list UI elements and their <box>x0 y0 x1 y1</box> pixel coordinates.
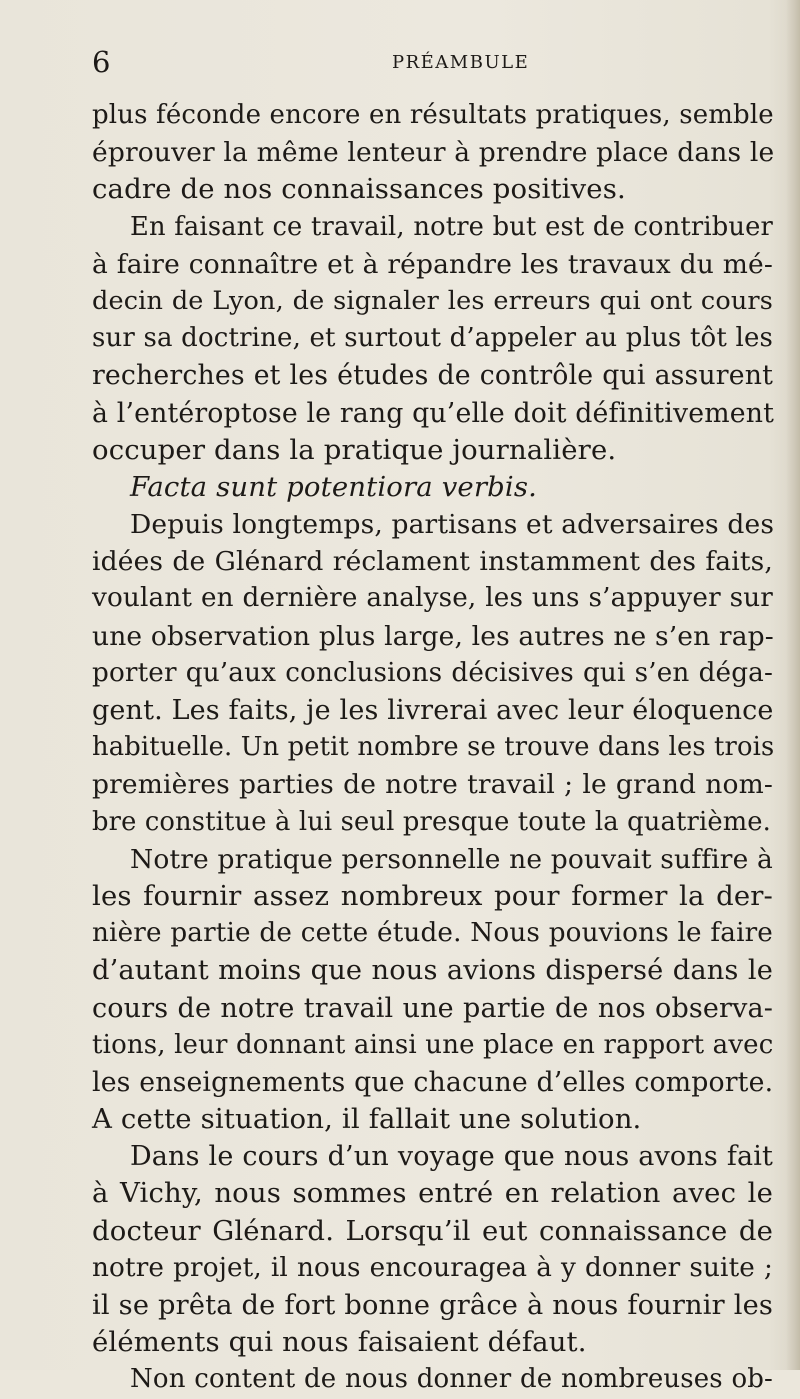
text-line: occuper dans la pratique journalière. <box>92 433 617 466</box>
text-line: Notre pratique personnelle ne pouvait suffire à <box>130 843 773 875</box>
text-line: Depuis longtemps, partisans et adversaires des <box>130 509 775 541</box>
text-line: docteur Glénard. Lorsqu’il eut connaissance de <box>92 1214 773 1247</box>
text-line: nière partie de cette étude. Nous pouvions le faire <box>92 918 773 949</box>
text-line: cadre de nos connaissances positives. <box>92 173 626 206</box>
text-line: les enseignements que chacune d’elles comporte. <box>92 1066 774 1098</box>
text-line: habituelle. Un petit nombre se trouve dans les trois <box>92 732 775 763</box>
text-line: voulant en dernière analyse, les uns s’appuyer sur <box>92 583 773 614</box>
body-text <box>92 97 773 1399</box>
text-line: les fournir assez nombreux pour former la der- <box>92 879 773 912</box>
text-line: une observation plus large, les autres ne s’en rap- <box>92 620 774 652</box>
text-line: recherches et les études de contrôle qui assurent <box>92 360 773 392</box>
text-line: d’autant moins que nous avions dispersé dans le <box>92 955 773 987</box>
text-line: à l’entéroptose le rang qu’elle doit définitivement <box>92 397 774 429</box>
text-line: à faire connaître et à répandre les travaux du mé- <box>92 248 773 280</box>
text-line: cours de notre travail une partie de nos observa- <box>92 992 773 1024</box>
text-line: il se prêta de fort bonne grâce à nous fournir les <box>92 1290 773 1321</box>
text-line: éprouver la même lenteur à prendre place dans le <box>92 137 775 169</box>
page-header <box>92 44 772 80</box>
text-line: decin de Lyon, de signaler les erreurs qui ont cours <box>92 285 773 316</box>
text-line: gent. Les faits, je les livrerai avec leur éloquence <box>92 695 774 726</box>
text-line: notre projet, il nous encouragea à y donner suite ; <box>92 1252 773 1283</box>
text-line: plus féconde encore en résultats pratiques, semble <box>92 100 774 130</box>
page-edge-shadow <box>786 0 800 1370</box>
running-head: PRÉAMBULE <box>392 52 530 73</box>
text-line: à Vichy, nous sommes entré en relation avec le <box>92 1177 773 1210</box>
text-line: Non content de nous donner de nombreuses ob- <box>130 1364 773 1395</box>
text-line: Dans le cours d’un voyage que nous avons fait <box>130 1141 773 1173</box>
text-line: idées de Glénard réclament instamment des faits, <box>92 546 773 578</box>
text-line: éléments qui nous faisaient défaut. <box>92 1326 587 1359</box>
page-number: 6 <box>92 45 111 79</box>
text-line: En faisant ce travail, notre but est de contribuer <box>130 211 773 242</box>
text-line: sur sa doctrine, et surtout d’appeler au plus tôt les <box>92 323 773 354</box>
text-line: porter qu’aux conclusions décisives qui s’en déga- <box>92 657 773 688</box>
text-line: premières parties de notre travail ; le grand nom- <box>92 769 773 801</box>
text-line: A cette situation, il fallait une solution. <box>92 1103 642 1136</box>
text-line: bre constitue à lui seul presque toute la quatrième. <box>92 806 772 837</box>
latin-quote: Facta sunt potentiora verbis. <box>130 470 537 503</box>
text-line: tions, leur donnant ainsi une place en rapport avec <box>92 1029 774 1060</box>
